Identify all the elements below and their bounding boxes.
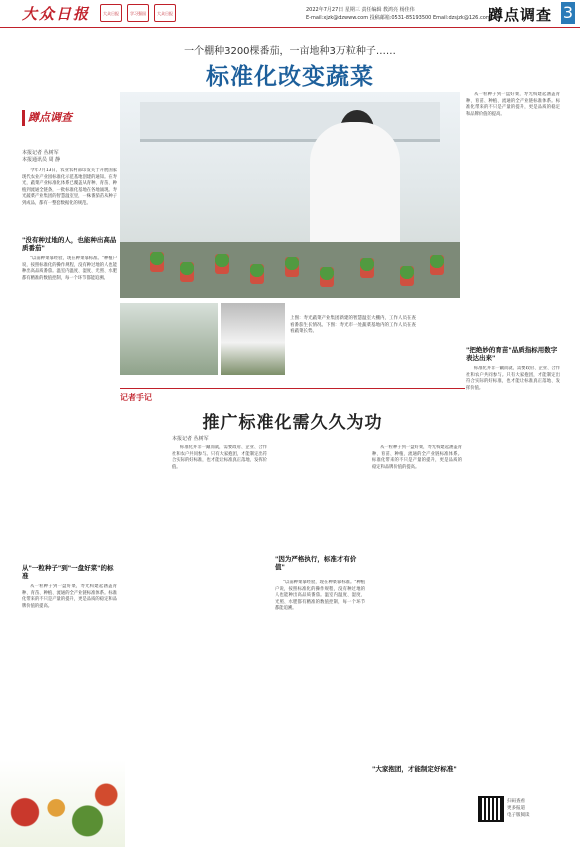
greenhouse-photo [120,303,218,375]
page-number: 3 [562,3,574,22]
tomato-seedling [360,258,374,278]
qr-label-line: 更多报道 [507,806,525,811]
tomato-seedling [150,252,164,272]
qr-label-line: 扫码查看 [507,799,525,804]
note-column-1 [172,445,267,745]
byline [22,150,60,164]
plant-closeup-photo [221,303,285,375]
note-column-3 [372,445,462,755]
tomato-seedling [250,264,264,284]
kicker: 一个棚种3200棵番茄，一亩地种3万粒种子…… [184,46,396,57]
stamp-2: 学习强国 [127,4,149,22]
note-tag: 记者手记 [120,393,152,402]
masthead-stamps [100,4,176,22]
paragraph: 从一粒种子到一盘好菜，寿光构建起涵盖育种、育苗、种植、流通的全产业链标准体系。标准化带来的不只是产量的提升，更是品质的稳定和品牌价值的提高。 [22,584,117,609]
note-byline: 本报记者 丛树军 [172,436,209,442]
subhead-1: "没有种过地的人，也能种出高品质番茄" [22,236,117,252]
paragraph: 从一粒种子到一盘好菜，寿光构建起涵盖育种、育苗、种植、流通的全产业链标准体系。标准化带来的不只是产量的提升，更是品质的稳定和品牌价值的提高。 [372,445,462,470]
qr-label-line: 电子版阅读 [507,813,530,818]
tomato-seedling [400,266,414,286]
tomato-seedling [430,255,444,275]
column-tag: 蹲点调查 [22,110,102,126]
tomato-seedling [215,254,229,274]
paragraph: 标准化并非一蹴而就，需要政府、企业、合作社和农户共同参与。只有大家抱团，才能制定出符合实际的好标准，也才能让标准真正落地、发挥价值。 [172,445,267,470]
section-title: 蹲点调查 [488,6,553,24]
note-rule [120,388,465,389]
contact-line: E-mail:xjzk@dzwww.com 投稿邮箱:0531-85193500 Email:dzsjzk@126.com [306,15,491,21]
photo-caption: 上图：寿光蔬菜产业集团新建的智慧温室大棚内，工作人员在查看番茄生长情况。下图：寿光市一处蔬菜基地内的工作人员在查看蔬菜长势。 [290,316,416,334]
paragraph: "以前种菜靠经验，现在种菜靠标准。"种植户说，按照标准化的操作规程，没有种过地的人也能种出高品质番茄。温室内温度、湿度、光照、水肥都有精准的数值控制，每一个环节都能追溯。 [275,580,365,611]
tomato-seedling [320,267,334,287]
headline: 标准化改变蔬菜 [206,63,374,90]
masthead [0,0,580,28]
tomato-seedling [285,257,299,277]
subhead-4: "因为严格执行，标准才有价值" [275,555,357,571]
paragraph: 今年7月13日，农业农村部印发关于开展国家现代农业产业园标准化示范基地创建的通知。在寿光，蔬菜产业标准化体系已覆盖从育种、育苗、种植到流通全链条，一批标准化基地在各地涌现。寿光蔬菜产业集团的智慧温室里，一株番茄苗从种子到成品，都有一整套数据化的规范。 [22,168,117,206]
body-column-right-b [466,366,560,786]
body-column-1a [22,168,117,228]
issue-date-editors: 2022年7月27日 星期三 责任编辑 教鸿亮 杨佳伟 [306,7,415,13]
subhead-2: 从"一粒种子"到"一盘好菜"的标准 [22,564,114,580]
byline-correspondent: 本报通讯员 周 静 [22,157,61,163]
body-column-right-a [466,92,560,252]
qr-label [507,798,530,819]
body-column-1b [22,256,117,556]
newspaper-logo: 大众日报 [22,5,91,23]
vegetables-illustration [0,760,125,847]
subhead-5: "大家抱团，才能制定好标准" [372,765,457,773]
tomato-seedling [180,262,194,282]
subhead-3: "把绝妙的育苗"品质指标用数字表达出来" [466,346,558,362]
greenhouse-lab-photo [120,92,460,298]
body-column-1c [22,584,117,754]
stamp-3: 大众日报 [154,4,176,22]
lab-shelf [140,102,440,142]
worker-in-labcoat [310,122,400,252]
paragraph: 标准化并非一蹴而就，需要政府、企业、合作社和农户共同参与。只有大家抱团，才能制定出符合实际的好标准，也才能让标准真正落地、发挥价值。 [466,366,560,391]
qr-code[interactable] [478,796,504,822]
paragraph: 从一粒种子到一盘好菜，寿光构建起涵盖育种、育苗、种植、流通的全产业链标准体系。标准化带来的不只是产量的提升，更是品质的稳定和品牌价值的提高。 [466,92,560,117]
note-title: 推广标准化需久久为功 [202,413,383,433]
byline-reporter: 本报记者 丛树军 [22,150,59,156]
stamp-1: 大众日报 [100,4,122,22]
paragraph: "以前种菜靠经验，现在种菜靠标准。"种植户说，按照标准化的操作规程，没有种过地的人也能种出高品质番茄。温室内温度、湿度、光照、水肥都有精准的数值控制，每一个环节都能追溯。 [22,256,117,281]
note-column-2 [275,580,365,780]
